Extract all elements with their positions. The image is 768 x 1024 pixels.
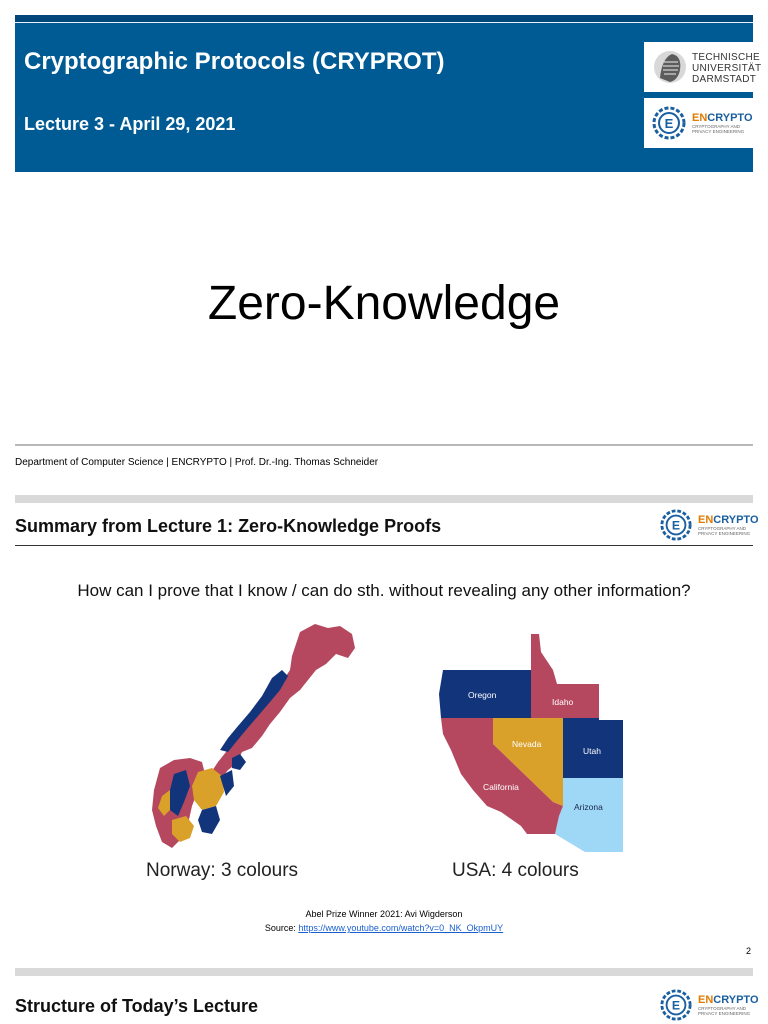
encrypto-gear-icon: [660, 988, 692, 1022]
tu-darmstadt-logo: [644, 42, 762, 92]
page-number: 2: [746, 946, 752, 956]
tu-logo-line1: TECHNISCHE: [692, 52, 761, 63]
oregon-label: Oregon: [468, 690, 497, 700]
lecture-date: Lecture 3 - April 29, 2021: [24, 114, 236, 134]
footer-divider: [15, 444, 753, 446]
slide2-question: How can I prove that I know / can do sth. without revealing any other information?: [77, 581, 691, 600]
course-title: Cryptographic Protocols (CRYPROT): [24, 48, 445, 75]
encrypto-subline1: CRYPTOGRAPHY AND: [698, 526, 747, 531]
encrypto-wordmark: ENCRYPTO: [698, 514, 759, 526]
athene-icon: [652, 48, 688, 86]
idaho-label: Idaho: [552, 697, 574, 707]
slide-header: [15, 15, 753, 172]
encrypto-wordmark: ENCRYPTO: [698, 994, 759, 1006]
slide2-encrypto-logo: [660, 508, 759, 542]
usa-west-map: [435, 630, 630, 858]
norway-label: Norway: 3 colours: [146, 860, 299, 881]
slide2-top-bar: [15, 495, 753, 503]
california-label: California: [483, 782, 519, 792]
encrypto-gear-icon: [660, 508, 692, 542]
usa-label: USA: 4 colours: [452, 860, 579, 881]
source-line: [0, 923, 768, 933]
tu-logo-line2: UNIVERSITÄT: [692, 63, 762, 74]
encrypto-subline2: PRIVACY ENGINEERING: [698, 1011, 751, 1016]
encrypto-subline1: CRYPTOGRAPHY AND: [692, 124, 741, 129]
utah-label: Utah: [583, 746, 601, 756]
source-link[interactable]: https://www.youtube.com/watch?v=0_NK_OkpmUY: [298, 923, 504, 933]
encrypto-wordmark: ENCRYPTO: [692, 112, 753, 124]
header-top-line: [15, 22, 753, 23]
slide3-title: Structure of Today’s Lecture: [15, 996, 259, 1016]
encrypto-subline2: PRIVACY ENGINEERING: [692, 129, 745, 134]
norway-map: [140, 620, 365, 855]
nevada-label: Nevada: [512, 739, 542, 749]
slide-footer: Department of Computer Science | ENCRYPTO | Prof. Dr.-Ing. Thomas Schneider: [15, 457, 379, 468]
slide3-top-bar: [15, 968, 753, 976]
slide2-title-underline: [15, 545, 753, 546]
encrypto-logo: [644, 98, 753, 148]
encrypto-gear-icon: [652, 106, 686, 140]
header-top-strip: [15, 15, 753, 22]
encrypto-subline1: CRYPTOGRAPHY AND: [698, 1006, 747, 1011]
slide2-title: Summary from Lecture 1: Zero-Knowledge Proofs: [15, 516, 442, 536]
svg-text:E: E: [664, 116, 674, 131]
encrypto-subline2: PRIVACY ENGINEERING: [698, 531, 751, 536]
svg-text:E: E: [671, 998, 681, 1013]
arizona-label: Arizona: [574, 802, 603, 812]
credit-line: Abel Prize Winner 2021: Avi Wigderson: [305, 909, 463, 919]
source-label: Source:: [264, 923, 299, 933]
slide3-encrypto-logo: [660, 988, 759, 1022]
tu-logo-line3: DARMSTADT: [692, 74, 757, 85]
main-title: Zero-Knowledge: [207, 277, 561, 330]
arizona-shape: [555, 778, 623, 852]
svg-text:E: E: [671, 518, 681, 533]
